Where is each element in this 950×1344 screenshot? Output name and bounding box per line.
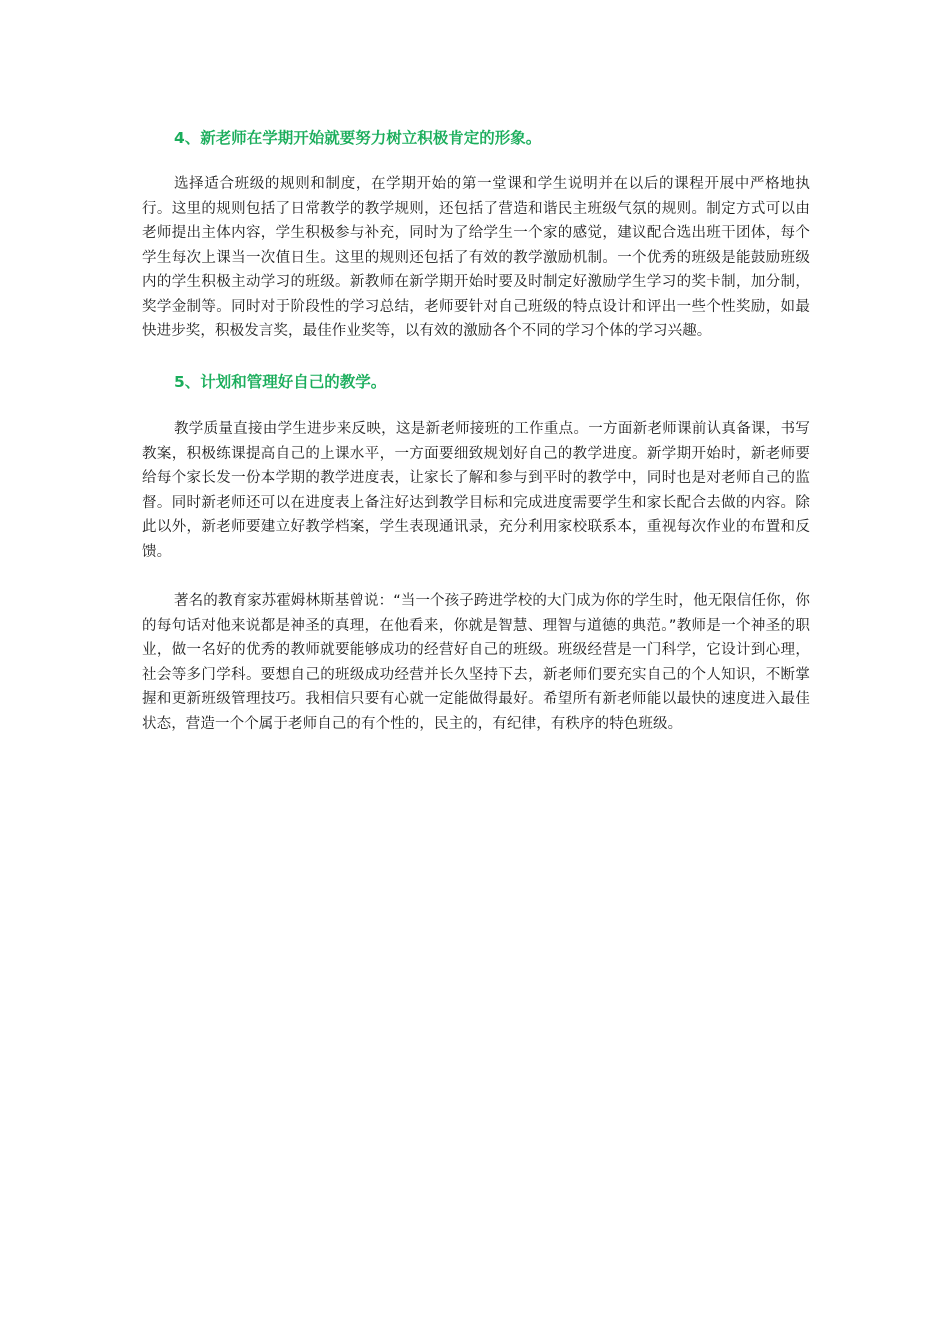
paragraph-class-rules: 选择适合班级的规则和制度，在学期开始的第一堂课和学生说明并在以后的课程开展中严格地执行。这里的规则包括了日常教学的教学规则，还包括了营造和谐民主班级气氛的规则。制定方式可以由老师提出主体内容，学生积极参与补充，同时为了给学生一个家的感觉，建议配合选出班干团体，每个学生每次上课当一次值日生。这里的规则还包括了有效的教学激励机制。一个优秀的班级是能鼓励班级内的学生积极主动学习的班级。新教师在新学期开始时要及时制定好激励学生学习的奖卡制，加分制，奖学金制等。同时对于阶段性的学习总结，老师要针对自己班级的特点设计和评出一些个性奖励，如最快进步奖，积极发言奖，最佳作业奖等，以有效的激励各个不同的学习个体的学习兴趣。 bbox=[142, 176, 810, 339]
section-heading-4: 4、新老师在学期开始就要努力树立积极肯定的形象。 bbox=[174, 129, 542, 147]
paragraph-teaching-plan: 教学质量直接由学生进步来反映，这是新老师接班的工作重点。一方面新老师课前认真备课，书写教案，积极练课提高自己的上课水平，一方面要细致规划好自己的教学进度。新学期开始时，新老师要给每个家长发一份本学期的教学进度表，让家长了解和参与到平时的教学中，同时也是对老师自己的监督。同时新老师还可以在进度表上备注好达到教学目标和完成进度需要学生和家长配合去做的内容。除此以外，新老师要建立好教学档案，学生表现通讯录，充分利用家校联系本，重视每次作业的布置和反馈。 bbox=[142, 421, 810, 560]
paragraph-conclusion: 著名的教育家苏霍姆林斯基曾说：“当一个孩子跨进学校的大门成为你的学生时，他无限信任你，你的每句话对他来说都是神圣的真理，在他看来，你就是智慧、理智与道德的典范。”教师是一个神圣的职业，做一名好的优秀的教师就要能够成功的经营好自己的班级。班级经营是一门科学，它设计到心理，社会等多门学科。要想自己的班级成功经营并长久坚持下去，新老师们要充实自己的个人知识，不断掌握和更新班级管理技巧。我相信只要有心就一定能做得最好。希望所有新老师能以最快的速度进入最佳状态，营造一个个属于老师自己的有个性的，民主的，有纪律，有秩序的特色班级。 bbox=[142, 593, 810, 732]
section-heading-5: 5、计划和管理好自己的教学。 bbox=[174, 373, 387, 391]
